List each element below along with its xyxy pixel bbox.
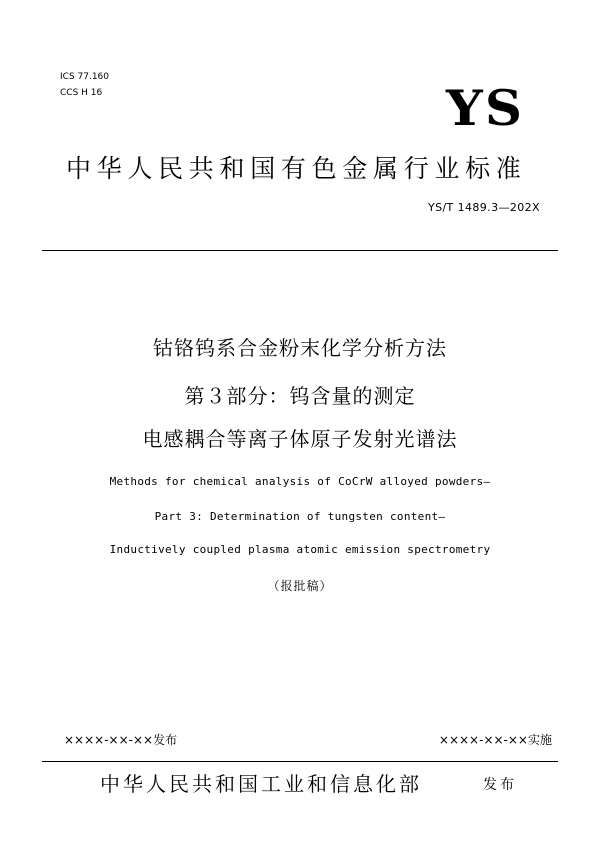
publish-label: 发布: [483, 777, 517, 793]
ccs-code: CCS H 16: [60, 88, 103, 98]
chinese-title-line-2: 第３部分：钨含量的测定: [184, 384, 416, 408]
ys-logo: YS: [446, 79, 525, 137]
draft-stage-label: （报批稿）: [267, 579, 333, 593]
publisher-name: 中华人民共和国工业和信息化部: [100, 772, 422, 796]
standard-number: YS/T 1489.3—202X: [427, 201, 540, 214]
english-title-line-3: Inductively coupled plasma atomic emission spectrometry: [109, 543, 491, 556]
top-divider: [42, 250, 558, 251]
bottom-divider: [42, 761, 558, 762]
english-title-line-2: Part 3: Determination of tungsten content—: [154, 510, 446, 523]
standard-category-title: 中华人民共和国有色金属行业标准: [66, 154, 527, 183]
chinese-title-line-3: 电感耦合等离子体原子发射光谱法: [142, 427, 458, 451]
english-title-line-1: Methods for chemical analysis of CoCrW alloyed powders—: [109, 475, 491, 488]
chinese-title-line-1: 钴铬钨系合金粉末化学分析方法: [153, 336, 447, 360]
issue-date: ××××-××-××发布: [64, 733, 178, 747]
implementation-date: ××××-××-××实施: [438, 733, 552, 747]
ics-code: ICS 77.160: [60, 72, 110, 82]
